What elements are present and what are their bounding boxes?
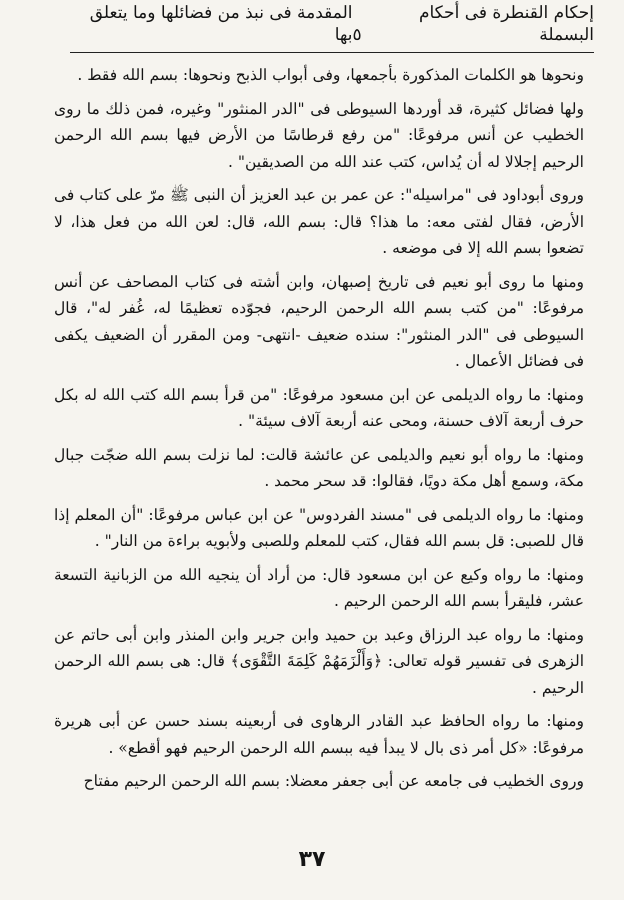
paragraph: وروى أبوداود فى "مراسيله": عن عمر بن عبد العزيز أن النبى ﷺ مرّ على كتاب فى الأرض، فقال لفتى معه: ما هذا؟ قال: بسم الله، قال: لعن الله من فعل هذا، لا تضعوا بسم الله إلا فى موضعه . [54, 186, 584, 257]
paragraph: ومنها: ما رواه وكيع عن ابن مسعود قال: من أراد أن ينجيه الله من الزبانية التسعة عشر، فليقرأ بسم الله الرحمن الرحيم . [54, 565, 584, 610]
folio-number: ٣٧ [298, 847, 326, 872]
paragraph: ولها فضائل كثيرة، قد أوردها السيوطى فى "الدر المنثور" وغيره، فمن ذلك ما روى الخطيب عن أنس مرفوعًا: "من رفع قرطاسًا من الأرض فيها بسم الله الرحمن الرحيم إجلالا له أن يُداس، كتب عند الله من الصديقين" . [54, 99, 584, 171]
paragraph: وروى الخطيب فى جامعه عن أبى جعفر معضلا: بسم الله الرحمن الرحيم مفتاح [83, 772, 584, 790]
paragraph: ومنها: ما رواه الديلمى فى "مسند الفردوس" عن ابن عباس مرفوعًا: "أن المعلم إذا قال للصبى: قل بسم الله فقال، كتب للمعلم وللصبى ولأبويه براءة من النار" . [54, 505, 584, 550]
paragraph: ومنها: ما رواه عبد الرزاق وعبد بن حميد وابن جرير وابن المنذر وابن أبى حاتم عن الزهرى فى تفسير قوله تعالى: ﴿وَأَلْزَمَهُمْ كَلِمَةَ التَّقْوَى﴾ قال: هى بسم الله الرحمن الرحيم . [54, 625, 584, 697]
paragraph: ومنها: ما رواه الديلمى عن ابن مسعود مرفوعًا: "من قرأ بسم الله كتب الله له بكل حرف أربعة آلاف حسنة، ومحى عنه أربعة آلاف سيئة" . [54, 385, 584, 430]
paragraph: ومنها ما روى أبو نعيم فى تاريخ إصبهان، وابن أشته فى كتاب المصاحف عن أنس مرفوعًا: "من كتب بسم الله الرحمن الرحيم، فجوّده تعظيمًا له، غُفر له"، قال السيوطى فى "الدر المنثور": سنده ضعيف -انتهى- ومن المقرر أن الضعيف يكفى فى فضائل الأعمال . [54, 272, 584, 370]
header-rule [70, 52, 594, 53]
body-text [54, 62, 584, 795]
header-page-number: ٥ [352, 25, 362, 45]
paragraph: ومنها: ما رواه أبو نعيم والديلمى عن عائشة قالت: لما نزلت بسم الله ضجّت جبال مكة، وسمع أهل مكة دويًا، فقالوا: قد سحر محمد . [54, 445, 584, 490]
paragraph: ومنها: ما رواه الحافظ عبد القادر الرهاوى فى أربعينه بسند حسن عن أبى هريرة مرفوعًا: «كل أمر ذى بال لا يبدأ فيه ببسم الله الرحمن الرحيم فهو أقطع» . [54, 712, 584, 757]
running-header [70, 3, 594, 46]
header-section-title: المقدمة فى نبذ من فضائلها وما يتعلق بها [89, 3, 353, 45]
header-book-title: إحكام القنطرة فى أحكام البسملة [418, 3, 594, 45]
paragraph: ونحوها هو الكلمات المذكورة بأجمعها، وفى أبواب الذبح ونحوها: بسم الله فقط . [77, 66, 584, 84]
